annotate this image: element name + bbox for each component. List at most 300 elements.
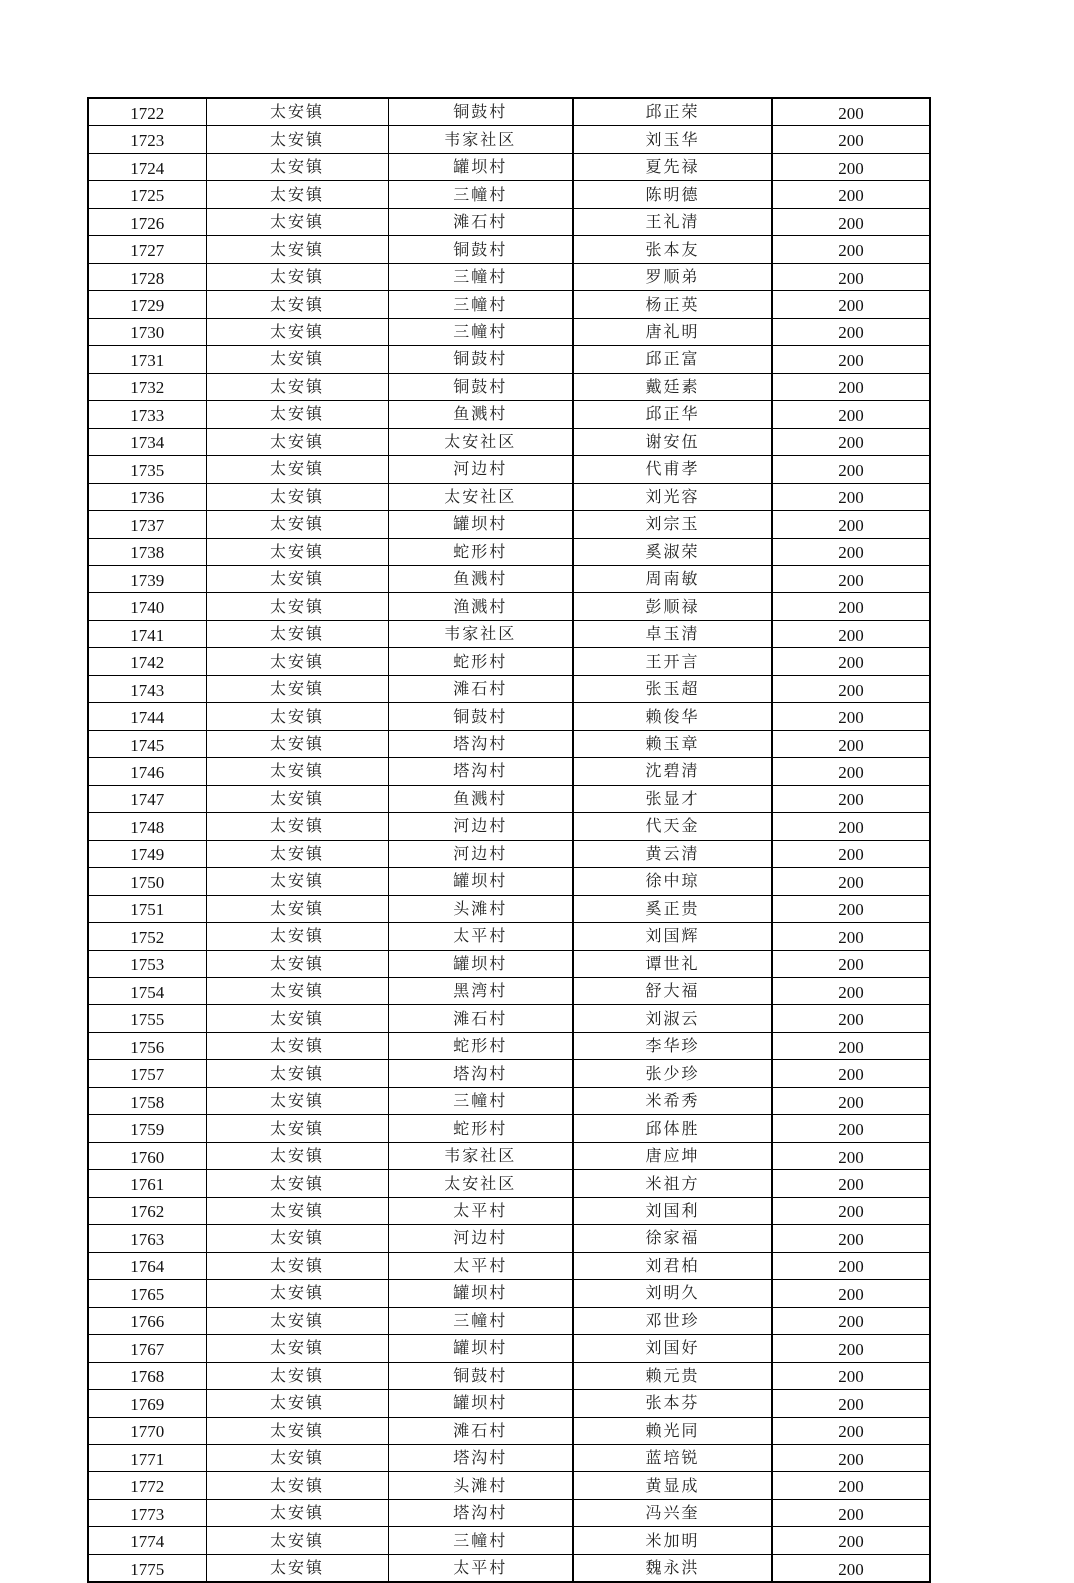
roster-table-body [88,98,930,1582]
village-cell: 鱼溅村 [388,565,573,592]
row-index-cell: 1731 [88,346,206,373]
village-cell: 蛇形村 [388,1115,573,1142]
village-cell: 罐坝村 [388,511,573,538]
table-row [88,675,930,702]
village-cell: 三幢村 [388,263,573,290]
table-row [88,428,930,455]
table-row [88,1554,930,1582]
amount-cell: 200 [772,703,930,730]
town-cell: 太安镇 [206,730,388,757]
table-row [88,1032,930,1059]
town-cell: 太安镇 [206,1472,388,1499]
person-name-cell: 徐家福 [573,1225,772,1252]
row-index-cell: 1725 [88,181,206,208]
town-cell: 太安镇 [206,703,388,730]
village-cell: 渔溅村 [388,593,573,620]
table-row [88,593,930,620]
town-cell: 太安镇 [206,483,388,510]
village-cell: 韦家社区 [388,620,573,647]
amount-cell: 200 [772,1444,930,1471]
amount-cell: 200 [772,1335,930,1362]
table-row [88,1472,930,1499]
village-cell: 韦家社区 [388,126,573,153]
amount-cell: 200 [772,1362,930,1389]
row-index-cell: 1727 [88,236,206,263]
table-row [88,648,930,675]
village-cell: 太安社区 [388,1170,573,1197]
amount-cell: 200 [772,1142,930,1169]
row-index-cell: 1741 [88,620,206,647]
row-index-cell: 1765 [88,1280,206,1307]
table-row [88,1362,930,1389]
person-name-cell: 刘国辉 [573,923,772,950]
amount-cell: 200 [772,950,930,977]
amount-cell: 200 [772,181,930,208]
town-cell: 太安镇 [206,1307,388,1334]
row-index-cell: 1749 [88,840,206,867]
row-index-cell: 1734 [88,428,206,455]
person-name-cell: 邱正富 [573,346,772,373]
village-cell: 河边村 [388,840,573,867]
row-index-cell: 1743 [88,675,206,702]
village-cell: 河边村 [388,456,573,483]
person-name-cell: 赖元贵 [573,1362,772,1389]
amount-cell: 200 [772,730,930,757]
town-cell: 太安镇 [206,923,388,950]
village-cell: 蛇形村 [388,538,573,565]
row-index-cell: 1736 [88,483,206,510]
person-name-cell: 张显才 [573,785,772,812]
town-cell: 太安镇 [206,511,388,538]
roster-table [87,97,931,1583]
village-cell: 河边村 [388,1225,573,1252]
amount-cell: 200 [772,593,930,620]
amount-cell: 200 [772,868,930,895]
town-cell: 太安镇 [206,1390,388,1417]
town-cell: 太安镇 [206,1499,388,1526]
row-index-cell: 1754 [88,978,206,1005]
village-cell: 铜鼓村 [388,703,573,730]
person-name-cell: 黄云清 [573,840,772,867]
village-cell: 滩石村 [388,675,573,702]
row-index-cell: 1742 [88,648,206,675]
amount-cell: 200 [772,511,930,538]
table-row [88,1444,930,1471]
amount-cell: 200 [772,923,930,950]
village-cell: 滩石村 [388,1417,573,1444]
person-name-cell: 王礼清 [573,208,772,235]
village-cell: 蛇形村 [388,648,573,675]
person-name-cell: 戴廷素 [573,373,772,400]
village-cell: 塔沟村 [388,730,573,757]
table-row [88,1280,930,1307]
row-index-cell: 1737 [88,511,206,538]
person-name-cell: 陈明德 [573,181,772,208]
table-row [88,895,930,922]
table-row [88,620,930,647]
village-cell: 铜鼓村 [388,98,573,126]
table-row [88,126,930,153]
town-cell: 太安镇 [206,868,388,895]
person-name-cell: 唐礼明 [573,318,772,345]
row-index-cell: 1758 [88,1087,206,1114]
town-cell: 太安镇 [206,318,388,345]
row-index-cell: 1774 [88,1527,206,1554]
amount-cell: 200 [772,785,930,812]
village-cell: 头滩村 [388,895,573,922]
row-index-cell: 1726 [88,208,206,235]
table-row [88,401,930,428]
row-index-cell: 1733 [88,401,206,428]
amount-cell: 200 [772,620,930,647]
row-index-cell: 1735 [88,456,206,483]
person-name-cell: 邱体胜 [573,1115,772,1142]
table-row [88,236,930,263]
person-name-cell: 张本友 [573,236,772,263]
amount-cell: 200 [772,565,930,592]
table-row [88,1005,930,1032]
row-index-cell: 1756 [88,1032,206,1059]
row-index-cell: 1762 [88,1197,206,1224]
row-index-cell: 1723 [88,126,206,153]
town-cell: 太安镇 [206,785,388,812]
row-index-cell: 1739 [88,565,206,592]
table-row [88,1087,930,1114]
person-name-cell: 刘明久 [573,1280,772,1307]
person-name-cell: 卓玉清 [573,620,772,647]
town-cell: 太安镇 [206,263,388,290]
amount-cell: 200 [772,236,930,263]
row-index-cell: 1760 [88,1142,206,1169]
person-name-cell: 魏永洪 [573,1554,772,1582]
person-name-cell: 舒大福 [573,978,772,1005]
village-cell: 三幢村 [388,1087,573,1114]
row-index-cell: 1753 [88,950,206,977]
amount-cell: 200 [772,1390,930,1417]
town-cell: 太安镇 [206,950,388,977]
row-index-cell: 1722 [88,98,206,126]
table-row [88,98,930,126]
town-cell: 太安镇 [206,840,388,867]
town-cell: 太安镇 [206,675,388,702]
amount-cell: 200 [772,675,930,702]
person-name-cell: 米加明 [573,1527,772,1554]
amount-cell: 200 [772,538,930,565]
row-index-cell: 1728 [88,263,206,290]
row-index-cell: 1738 [88,538,206,565]
village-cell: 太安社区 [388,483,573,510]
person-name-cell: 杨正英 [573,291,772,318]
village-cell: 黑湾村 [388,978,573,1005]
amount-cell: 200 [772,840,930,867]
village-cell: 三幢村 [388,291,573,318]
town-cell: 太安镇 [206,373,388,400]
row-index-cell: 1730 [88,318,206,345]
village-cell: 三幢村 [388,1527,573,1554]
table-row [88,1170,930,1197]
row-index-cell: 1773 [88,1499,206,1526]
person-name-cell: 代天金 [573,813,772,840]
village-cell: 铜鼓村 [388,346,573,373]
table-row [88,1252,930,1279]
amount-cell: 200 [772,428,930,455]
person-name-cell: 唐应坤 [573,1142,772,1169]
amount-cell: 200 [772,648,930,675]
village-cell: 罐坝村 [388,1390,573,1417]
village-cell: 三幢村 [388,1307,573,1334]
row-index-cell: 1766 [88,1307,206,1334]
town-cell: 太安镇 [206,895,388,922]
row-index-cell: 1740 [88,593,206,620]
row-index-cell: 1751 [88,895,206,922]
table-row [88,1307,930,1334]
table-row [88,840,930,867]
amount-cell: 200 [772,373,930,400]
village-cell: 太平村 [388,1197,573,1224]
table-row [88,1527,930,1554]
amount-cell: 200 [772,1252,930,1279]
village-cell: 河边村 [388,813,573,840]
table-row [88,346,930,373]
table-row [88,1115,930,1142]
person-name-cell: 邓世珍 [573,1307,772,1334]
row-index-cell: 1750 [88,868,206,895]
table-row [88,868,930,895]
village-cell: 太平村 [388,1554,573,1582]
table-row [88,1197,930,1224]
amount-cell: 200 [772,1115,930,1142]
row-index-cell: 1767 [88,1335,206,1362]
village-cell: 鱼溅村 [388,401,573,428]
amount-cell: 200 [772,318,930,345]
amount-cell: 200 [772,1527,930,1554]
table-row [88,373,930,400]
town-cell: 太安镇 [206,346,388,373]
person-name-cell: 夏先禄 [573,153,772,180]
amount-cell: 200 [772,98,930,126]
row-index-cell: 1772 [88,1472,206,1499]
person-name-cell: 刘国好 [573,1335,772,1362]
town-cell: 太安镇 [206,978,388,1005]
amount-cell: 200 [772,758,930,785]
person-name-cell: 代甫孝 [573,456,772,483]
town-cell: 太安镇 [206,1225,388,1252]
table-row [88,950,930,977]
person-name-cell: 谭世礼 [573,950,772,977]
person-name-cell: 刘淑云 [573,1005,772,1032]
town-cell: 太安镇 [206,1554,388,1582]
village-cell: 罐坝村 [388,868,573,895]
table-row [88,978,930,1005]
person-name-cell: 刘光容 [573,483,772,510]
person-name-cell: 黄显成 [573,1472,772,1499]
amount-cell: 200 [772,263,930,290]
row-index-cell: 1729 [88,291,206,318]
row-index-cell: 1747 [88,785,206,812]
town-cell: 太安镇 [206,620,388,647]
table-row [88,1142,930,1169]
village-cell: 罐坝村 [388,950,573,977]
town-cell: 太安镇 [206,98,388,126]
person-name-cell: 周南敏 [573,565,772,592]
amount-cell: 200 [772,895,930,922]
person-name-cell: 张玉超 [573,675,772,702]
row-index-cell: 1752 [88,923,206,950]
person-name-cell: 谢安伍 [573,428,772,455]
table-row [88,291,930,318]
table-row [88,1390,930,1417]
town-cell: 太安镇 [206,153,388,180]
town-cell: 太安镇 [206,593,388,620]
town-cell: 太安镇 [206,1527,388,1554]
village-cell: 三幢村 [388,318,573,345]
village-cell: 铜鼓村 [388,1362,573,1389]
town-cell: 太安镇 [206,538,388,565]
row-index-cell: 1732 [88,373,206,400]
village-cell: 塔沟村 [388,758,573,785]
table-row [88,538,930,565]
table-row [88,208,930,235]
person-name-cell: 刘君柏 [573,1252,772,1279]
village-cell: 罐坝村 [388,1280,573,1307]
town-cell: 太安镇 [206,208,388,235]
table-row [88,923,930,950]
town-cell: 太安镇 [206,1115,388,1142]
person-name-cell: 彭顺禄 [573,593,772,620]
town-cell: 太安镇 [206,236,388,263]
table-row [88,483,930,510]
row-index-cell: 1775 [88,1554,206,1582]
table-row [88,456,930,483]
table-row [88,1417,930,1444]
person-name-cell: 李华珍 [573,1032,772,1059]
village-cell: 太安社区 [388,428,573,455]
amount-cell: 200 [772,978,930,1005]
person-name-cell: 罗顺弟 [573,263,772,290]
amount-cell: 200 [772,1280,930,1307]
town-cell: 太安镇 [206,1362,388,1389]
row-index-cell: 1771 [88,1444,206,1471]
person-name-cell: 米希秀 [573,1087,772,1114]
village-cell: 塔沟村 [388,1444,573,1471]
village-cell: 鱼溅村 [388,785,573,812]
row-index-cell: 1764 [88,1252,206,1279]
amount-cell: 200 [772,291,930,318]
village-cell: 滩石村 [388,208,573,235]
town-cell: 太安镇 [206,1197,388,1224]
person-name-cell: 赖俊华 [573,703,772,730]
town-cell: 太安镇 [206,648,388,675]
person-name-cell: 米祖方 [573,1170,772,1197]
row-index-cell: 1757 [88,1060,206,1087]
row-index-cell: 1769 [88,1390,206,1417]
town-cell: 太安镇 [206,1142,388,1169]
amount-cell: 200 [772,1499,930,1526]
town-cell: 太安镇 [206,401,388,428]
town-cell: 太安镇 [206,291,388,318]
amount-cell: 200 [772,1554,930,1582]
person-name-cell: 邱正荣 [573,98,772,126]
town-cell: 太安镇 [206,1252,388,1279]
person-name-cell: 刘玉华 [573,126,772,153]
town-cell: 太安镇 [206,181,388,208]
amount-cell: 200 [772,1170,930,1197]
town-cell: 太安镇 [206,565,388,592]
town-cell: 太安镇 [206,428,388,455]
row-index-cell: 1770 [88,1417,206,1444]
village-cell: 韦家社区 [388,1142,573,1169]
town-cell: 太安镇 [206,456,388,483]
table-row [88,730,930,757]
town-cell: 太安镇 [206,1417,388,1444]
row-index-cell: 1745 [88,730,206,757]
town-cell: 太安镇 [206,813,388,840]
row-index-cell: 1761 [88,1170,206,1197]
person-name-cell: 王开言 [573,648,772,675]
table-row [88,813,930,840]
amount-cell: 200 [772,126,930,153]
village-cell: 头滩村 [388,1472,573,1499]
town-cell: 太安镇 [206,1444,388,1471]
person-name-cell: 赖玉章 [573,730,772,757]
village-cell: 铜鼓村 [388,236,573,263]
village-cell: 塔沟村 [388,1499,573,1526]
amount-cell: 200 [772,1417,930,1444]
amount-cell: 200 [772,1060,930,1087]
town-cell: 太安镇 [206,758,388,785]
person-name-cell: 奚淑荣 [573,538,772,565]
village-cell: 塔沟村 [388,1060,573,1087]
person-name-cell: 沈碧清 [573,758,772,785]
village-cell: 罐坝村 [388,1335,573,1362]
town-cell: 太安镇 [206,1005,388,1032]
amount-cell: 200 [772,1307,930,1334]
town-cell: 太安镇 [206,1280,388,1307]
person-name-cell: 张本芬 [573,1390,772,1417]
amount-cell: 200 [772,208,930,235]
amount-cell: 200 [772,401,930,428]
person-name-cell: 奚正贵 [573,895,772,922]
amount-cell: 200 [772,1087,930,1114]
person-name-cell: 刘国利 [573,1197,772,1224]
amount-cell: 200 [772,1472,930,1499]
town-cell: 太安镇 [206,1170,388,1197]
amount-cell: 200 [772,1005,930,1032]
table-row [88,511,930,538]
row-index-cell: 1768 [88,1362,206,1389]
town-cell: 太安镇 [206,1087,388,1114]
person-name-cell: 赖光同 [573,1417,772,1444]
row-index-cell: 1763 [88,1225,206,1252]
person-name-cell: 蓝培锐 [573,1444,772,1471]
table-row [88,318,930,345]
table-row [88,565,930,592]
table-row [88,1335,930,1362]
town-cell: 太安镇 [206,126,388,153]
amount-cell: 200 [772,813,930,840]
amount-cell: 200 [772,483,930,510]
row-index-cell: 1746 [88,758,206,785]
row-index-cell: 1755 [88,1005,206,1032]
amount-cell: 200 [772,456,930,483]
village-cell: 滩石村 [388,1005,573,1032]
table-row [88,758,930,785]
village-cell: 太平村 [388,1252,573,1279]
table-row [88,1499,930,1526]
person-name-cell: 张少珍 [573,1060,772,1087]
table-row [88,181,930,208]
amount-cell: 200 [772,1032,930,1059]
